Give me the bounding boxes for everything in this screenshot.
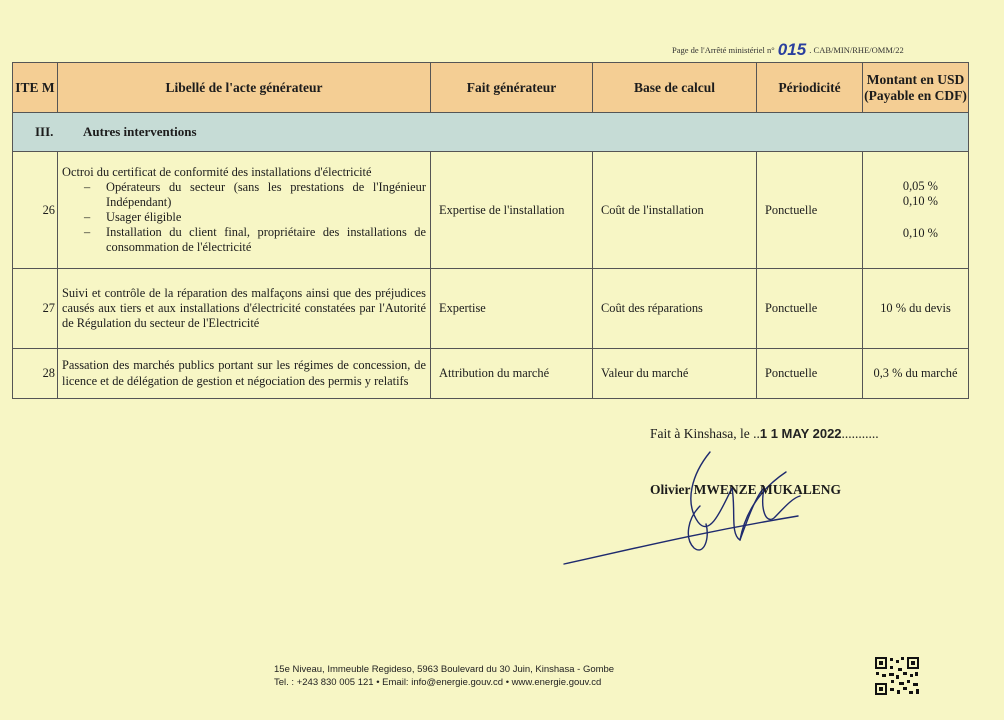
table-row <box>13 152 969 269</box>
decree-number: 015 <box>777 40 807 59</box>
libelle-text: Suivi et contrôle de la réparation des malfaçons ainsi que des préjudices causés aux tiers et aux installations d'électricité constatées par l'Autorité de Régulation du secteur de l'Electricité <box>58 269 431 349</box>
table-header-row <box>13 63 969 113</box>
fait-generateur: Attribution du marché <box>431 349 593 399</box>
item-number: 27 <box>13 269 58 349</box>
montant-value: 0,3 % du marché <box>863 349 969 399</box>
footer-address-line: 15e Niveau, Immeuble Regideso, 5963 Boulevard du 30 Juin, Kinshasa - Gombe <box>274 664 615 675</box>
section-heading <box>13 113 969 152</box>
place-and-date <box>650 426 879 442</box>
header-periodicite: Périodicité <box>757 63 863 113</box>
signing-date: 1 1 MAY 2022 <box>759 426 842 441</box>
periodicite: Ponctuelle <box>757 349 863 399</box>
footer-contact-line: Tel. : +243 830 005 121 • Email: info@energie.gouv.cd • www.energie.gouv.cd <box>274 676 602 688</box>
periodicite: Ponctuelle <box>757 152 863 269</box>
libelle-cell <box>58 152 431 269</box>
section-number: III. <box>35 124 54 139</box>
handwritten-signature <box>560 448 820 578</box>
header-montant: Montant en USD (Payable en CDF) <box>863 63 969 113</box>
qr-code-icon <box>874 656 920 696</box>
header-item: ITE M <box>13 63 58 113</box>
montant-value: 0,05 % <box>902 178 938 193</box>
header-fait: Fait générateur <box>431 63 593 113</box>
base-de-calcul: Coût de l'installation <box>593 152 757 269</box>
table-row <box>13 269 969 349</box>
fait-generateur: Expertise de l'installation <box>431 152 593 269</box>
fait-prefix: Fait à Kinshasa, le .. <box>650 426 760 441</box>
header-libelle: Libellé de l'acte générateur <box>58 63 431 113</box>
section-row <box>13 113 969 152</box>
libelle-text: Octroi du certificat de conformité des installations d'électricité <box>62 164 372 179</box>
periodicite: Ponctuelle <box>757 269 863 349</box>
sub-item: – Usager éligible <box>62 210 426 225</box>
sub-item: – Opérateurs du secteur (sans les prestations de l'Ingénieur Indépendant) <box>62 180 426 210</box>
base-de-calcul: Valeur du marché <box>593 349 757 399</box>
footer-address <box>274 664 614 690</box>
tariff-table <box>12 62 969 399</box>
item-number: 26 <box>13 152 58 269</box>
montant-value: 0,10 % <box>902 225 938 240</box>
sub-item: – Installation du client final, propriétaire des installations de consommation de l'électricité <box>62 225 426 255</box>
sub-item-list <box>62 180 426 256</box>
section-title: Autres interventions <box>83 124 197 139</box>
montant-cell <box>863 152 969 269</box>
item-number: 28 <box>13 349 58 399</box>
fait-suffix: ........... <box>841 426 879 441</box>
montant-value: 0,10 % <box>902 194 938 209</box>
fait-generateur: Expertise <box>431 269 593 349</box>
libelle-text: Passation des marchés publics portant sur les régimes de concession, de licence et de délégation de gestion et négociation des permis y relatifs <box>58 349 431 399</box>
page-ref-prefix: Page de l'Arrêté ministériel n° <box>672 45 775 55</box>
header-base: Base de calcul <box>593 63 757 113</box>
signer-name: Olivier MWENZE MUKALENG <box>650 482 841 497</box>
page-reference <box>672 40 904 60</box>
montant-value: 10 % du devis <box>863 269 969 349</box>
table-row <box>13 349 969 399</box>
base-de-calcul: Coût des réparations <box>593 269 757 349</box>
page-ref-suffix: . CAB/MIN/RHE/OMM/22 <box>809 45 904 55</box>
